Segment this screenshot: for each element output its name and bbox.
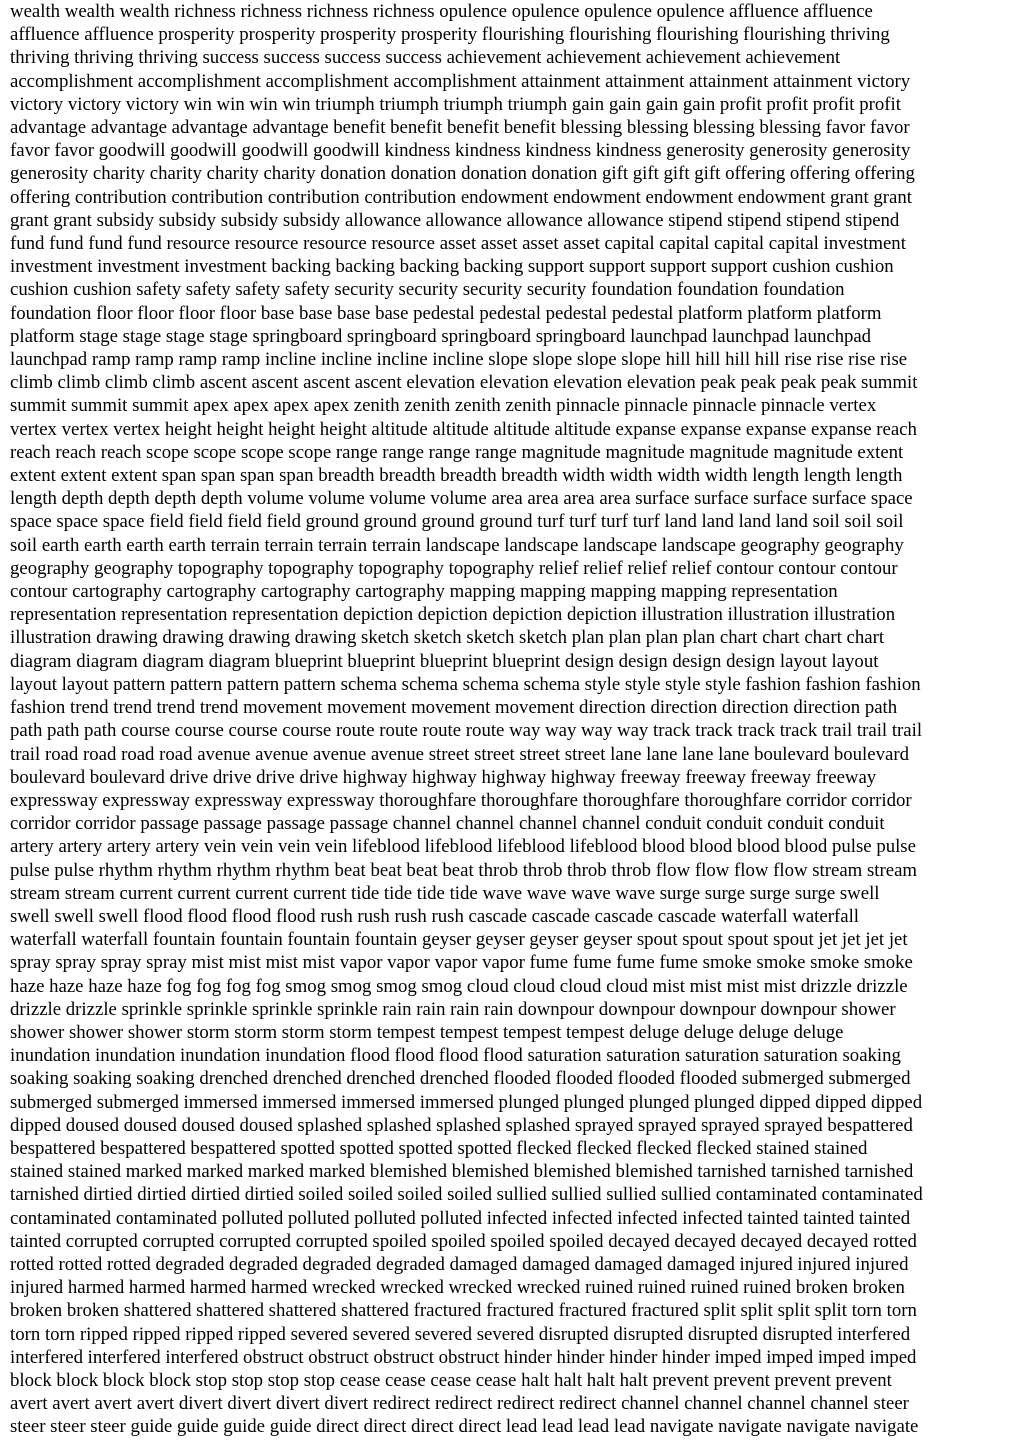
text-line: geography geography topography topography topography topography relief relief relief relief contour contour contour xyxy=(10,557,898,579)
text-line: accomplishment accomplishment accomplishment accomplishment attainment attainment attainment attainment victory xyxy=(10,70,911,92)
text-line: expressway expressway expressway expressway thoroughfare thoroughfare thoroughfare thoroughfare corridor corridor xyxy=(10,789,912,811)
text-line: corridor corridor passage passage passage passage channel channel channel channel conduit conduit conduit conduit xyxy=(10,813,885,835)
text-line: swell swell swell flood flood flood flood rush rush rush rush cascade cascade cascade cascade waterfall waterfall xyxy=(10,905,859,927)
text-line: advantage advantage advantage advantage benefit benefit benefit benefit blessing blessing blessing blessing favor favor xyxy=(10,117,910,139)
text-line: thriving thriving thriving success success success success achievement achievement achievement achievement xyxy=(10,47,841,69)
text-line: contaminated contaminated polluted polluted polluted polluted infected infected infected infected tainted tainted tainted xyxy=(10,1207,911,1229)
text-line: platform stage stage stage stage springboard springboard springboard springboard launchpad launchpad launchpad xyxy=(10,325,872,347)
text-line: victory victory victory win win win win triumph triumph triumph triumph gain gain gain gain profit profit profit profit xyxy=(10,93,901,115)
text-line: drizzle drizzle sprinkle sprinkle sprinkle sprinkle rain rain rain rain downpour downpour downpour downpour shower xyxy=(10,998,896,1020)
text-line: steer steer steer guide guide guide guide direct direct direct direct lead lead lead lead navigate navigate navigate navigate xyxy=(10,1416,919,1438)
text-line: shower shower shower storm storm storm storm tempest tempest tempest tempest deluge deluge deluge deluge xyxy=(10,1021,844,1043)
text-line: contour cartography cartography cartography cartography mapping mapping mapping mapping representation xyxy=(10,581,838,603)
text-line: pulse pulse rhythm rhythm rhythm rhythm beat beat beat beat throb throb throb throb flow flow flow flow stream stream xyxy=(10,859,918,881)
text-line: illustration drawing drawing drawing drawing sketch sketch sketch sketch plan plan plan plan chart chart chart chart xyxy=(10,627,885,649)
text-line: fashion trend trend trend trend movement movement movement movement direction direction direction direction path xyxy=(10,697,898,719)
text-line: path path path course course course course route route route route way way way way track track track track trail trail trail xyxy=(10,720,923,742)
text-line: inundation inundation inundation inundation flood flood flood flood saturation saturation saturation saturation soaking xyxy=(10,1045,901,1067)
text-line: trail road road road road avenue avenue avenue avenue street street street street lane lane lane lane boulevard boulevard xyxy=(10,743,909,765)
text-line: cushion cushion safety safety safety safety security security security security foundation foundation foundation xyxy=(10,279,845,301)
text-line: offering contribution contribution contribution contribution endowment endowment endowment endowment grant grant xyxy=(10,186,913,208)
text-line: affluence affluence prosperity prosperity prosperity prosperity flourishing flourishing flourishing flourishing thriving xyxy=(10,24,890,46)
text-line: stained stained marked marked marked marked blemished blemished blemished blemished tarnished tarnished tarnished xyxy=(10,1161,914,1183)
text-line: tainted corrupted corrupted corrupted corrupted spoiled spoiled spoiled spoiled decayed decayed decayed decayed rotted xyxy=(10,1230,917,1252)
text-line: grant grant subsidy subsidy subsidy subsidy allowance allowance allowance allowance stipend stipend stipend stipend xyxy=(10,209,900,231)
text-line: extent extent extent span span span span breadth breadth breadth breadth width width width width length length length xyxy=(10,465,903,487)
text-line: waterfall waterfall fountain fountain fountain fountain geyser geyser geyser geyser spout spout spout spout jet jet jet jet xyxy=(10,929,908,951)
text-line: boulevard boulevard drive drive drive drive highway highway highway highway freeway freeway freeway freeway xyxy=(10,766,877,788)
text-line: torn torn ripped ripped ripped ripped severed severed severed severed disrupted disrupted disrupted disrupted interfered xyxy=(10,1323,911,1345)
text-line: broken broken shattered shattered shattered shattered fractured fractured fractured fractured split split split split torn torn xyxy=(10,1300,917,1322)
text-line: interfered interfered interfered obstruct obstruct obstruct obstruct hinder hinder hinder hinder imped imped imped imped xyxy=(10,1346,917,1368)
text-line: avert avert avert avert divert divert divert divert redirect redirect redirect redirect channel channel channel channel steer xyxy=(10,1393,909,1415)
text-line: block block block block stop stop stop stop cease cease cease cease halt halt halt halt prevent prevent prevent prevent xyxy=(10,1369,892,1391)
text-line: favor favor goodwill goodwill goodwill goodwill kindness kindness kindness kindness generosity generosity generosity xyxy=(10,140,911,162)
text-line: wealth wealth wealth richness richness richness richness opulence opulence opulence opulence affluence affluence xyxy=(10,1,873,22)
text-line: space space space field field field field ground ground ground ground turf turf turf turf land land land land soil soil soil xyxy=(10,511,904,533)
text-line: tarnished dirtied dirtied dirtied dirtied soiled soiled soiled soiled sullied sullied sullied sullied contaminated contaminated xyxy=(10,1184,923,1206)
text-line: artery artery artery artery vein vein vein vein lifeblood lifeblood lifeblood lifeblood blood blood blood blood pulse pulse xyxy=(10,836,916,858)
text-line: launchpad ramp ramp ramp ramp incline incline incline incline slope slope slope slope hill hill hill hill rise rise rise rise xyxy=(10,349,908,371)
text-line: stream stream current current current current tide tide tide tide wave wave wave wave surge surge surge surge swell xyxy=(10,882,880,904)
text-line: haze haze haze haze fog fog fog fog smog smog smog smog cloud cloud cloud cloud mist mist mist mist drizzle drizzle xyxy=(10,975,908,997)
text-line: rotted rotted rotted degraded degraded degraded degraded damaged damaged damaged damaged injured injured injured xyxy=(10,1253,909,1275)
text-line: dipped doused doused doused doused splashed splashed splashed splashed sprayed sprayed sprayed sprayed bespattered xyxy=(10,1114,913,1136)
text-line: diagram diagram diagram diagram blueprint blueprint blueprint blueprint design design design design layout layout xyxy=(10,650,879,672)
text-line: climb climb climb climb ascent ascent ascent ascent elevation elevation elevation elevation peak peak peak peak summit xyxy=(10,372,918,394)
text-line: reach reach reach scope scope scope scope range range range range magnitude magnitude magnitude magnitude extent xyxy=(10,441,904,463)
text-line: soaking soaking soaking drenched drenched drenched drenched flooded flooded flooded flooded submerged submerged xyxy=(10,1068,911,1090)
text-line: generosity charity charity charity charity donation donation donation donation gift gift gift gift offering offering offering xyxy=(10,163,915,185)
text-line: bespattered bespattered bespattered spotted spotted spotted spotted flecked flecked flecked flecked stained stained xyxy=(10,1137,868,1159)
text-line: foundation floor floor floor floor base base base base pedestal pedestal pedestal pedestal platform platform platform xyxy=(10,302,882,324)
text-line: representation representation representation depiction depiction depiction depiction illustration illustration illustration xyxy=(10,604,896,626)
text-line: layout layout pattern pattern pattern pattern schema schema schema schema style style style style fashion fashion fashion xyxy=(10,673,921,695)
text-line: summit summit summit apex apex apex apex zenith zenith zenith zenith pinnacle pinnacle pinnacle pinnacle vertex xyxy=(10,395,877,417)
text-line: length depth depth depth depth volume volume volume volume area area area area surface surface surface surface space xyxy=(10,488,913,510)
text-line: investment investment investment backing backing backing backing support support support support cushion cushion xyxy=(10,256,894,278)
text-line: vertex vertex vertex height height height height altitude altitude altitude altitude expanse expanse expanse expanse reach xyxy=(10,418,917,440)
text-line: injured harmed harmed harmed harmed wrecked wrecked wrecked wrecked ruined ruined ruined ruined broken broken xyxy=(10,1277,905,1299)
text-line: fund fund fund fund resource resource resource resource asset asset asset asset capital capital capital capital investment xyxy=(10,233,906,255)
text-line: spray spray spray spray mist mist mist mist vapor vapor vapor vapor fume fume fume fume smoke smoke smoke smoke xyxy=(10,952,913,974)
text-line: soil earth earth earth earth terrain terrain terrain terrain landscape landscape landscape landscape geography geography xyxy=(10,534,904,556)
text-line: submerged submerged immersed immersed immersed immersed plunged plunged plunged plunged dipped dipped dipped xyxy=(10,1091,923,1113)
